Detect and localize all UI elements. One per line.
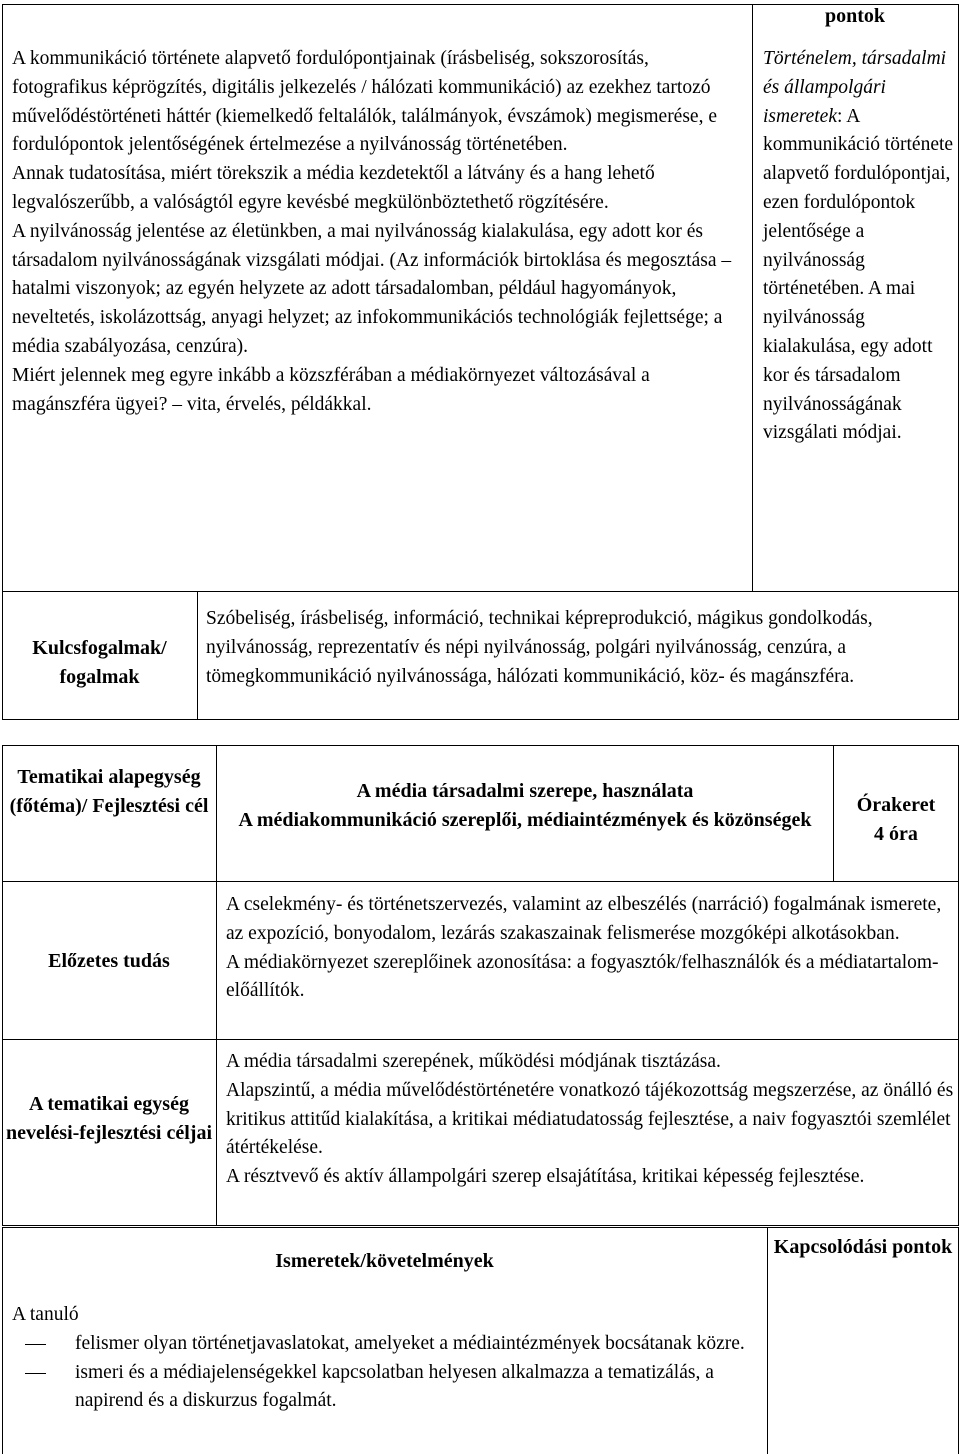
rule [2,881,959,882]
paragraph: A médiakörnyezet szereplőinek azonosítása: a fogyasztók/felhasználók és a médiatartalom-előállítók. [226,951,939,1002]
list-intro: A tanuló [12,1304,79,1325]
objectives-text [12,45,748,419]
prior-knowledge-label: Előzetes tudás [48,950,170,972]
rule [197,591,198,720]
prior-knowledge-text [226,891,954,1006]
paragraph: A kommunikáció története alapvető fordulópontjainak (írásbeliség, sokszorosítás, fotografikus képrögzítés, digitális jelkezelés / hálózati kommunikáció) az ezekhez tartozó művelődéstörténeti háttér (kiemelkedő feltalálók, találmányok, évszámok) megismerése, e fordulópontok jelentőségének értelmezése a nyilvánosság történetében. [12,48,717,156]
key-terms-text: Szóbeliség, írásbeliség, információ, technikai képreprodukció, mágikus gondolkodás, nyilvánosság, reprezentatív és népi nyilvánosság, polgári nyilvánosság, cenzúra, a tömegkommunikáció nyilvánossága, hálózati kommunikáció, köz- és magánszféra. [206,608,873,687]
unit-table [0,745,960,1230]
rule [2,1227,959,1228]
paragraph: A cselekmény- és történetszervezés, valamint az elbeszélés (narráció) fogalmának ismerete, az expozíció, bonyodalom, lezárás szakaszainak felismerése mozgóképi alkotásokban. [226,894,942,944]
requirements-header: Ismeretek/követelmények [275,1250,494,1272]
paragraph: Annak tudatosítása, miért törekszik a média kezdetektől a látvány és a hang lehető legvalószerűbb, a valóságtól egyre kevésbé megkülönböztethető rögzítésére. [12,163,655,213]
links-header: pontok [824,5,886,27]
rule [2,745,3,1226]
list-item: felismer olyan történetjavaslatokat, amelyeket a médiaintézmények bocsátanak közre. [12,1330,764,1359]
rule [2,1039,959,1040]
links-text [763,45,955,448]
rule [216,745,217,1226]
requirements-list [12,1301,764,1416]
rule [2,719,959,720]
unit-title [218,777,832,835]
paragraph: Alapszintű, a média művelődéstörténetére vonatkozó tájékozottság megszerzése, az önálló és kritikus attitűd kialakítása, a kritikai médiatudatosság fejlesztése, a naiv fogyasztói szemlélet átértékelése. [226,1079,954,1159]
time-frame-label: Órakeret [856,794,936,816]
rule [958,4,959,720]
paragraph: A média társadalmi szerepének, működési módjának tisztázása. [226,1051,721,1072]
rule [752,4,753,592]
rule [958,1227,959,1454]
subject-name: Történelem, társadalmi és állampolgári ismeretek [763,48,947,127]
links-header: Kapcsolódási pontok [773,1236,953,1258]
key-terms-label: Kulcsfogalmak/ fogalmak [32,637,167,688]
rule [2,591,959,592]
paragraph: Miért jelennek meg egyre inkább a közszférában a médiakörnyezet változásával a magánszféra ügyei? – vita, érvelés, példákkal. [12,364,650,415]
rule [958,745,959,1226]
top-table [0,0,960,722]
rule [2,745,959,746]
unit-label: Tematikai alapegység (főtéma)/ Fejlesztési cél [9,766,209,817]
unit-title-line1: A média társadalmi szerepe, használata [356,780,694,802]
goals-label: A tematikai egység nevelési-fejlesztési céljai [6,1093,213,1144]
rule [2,4,3,720]
links-description: : A kommunikáció története alapvető fordulópontjai, ezen fordulópontok jelentősége a nyilvánosság történetében. A mai nyilvánosság kialakulása, egy adott kor és társadalom nyilvánosságának vizsgálati módjai. [763,105,954,444]
time-frame-value: 4 óra [874,823,918,845]
unit-title-line2: A médiakommunikáció szereplői, médiaintézmények és közönségek [238,809,812,831]
paragraph: A résztvevő és aktív állampolgári szerep elsajátítása, kritikai képesség fejlesztése. [226,1166,865,1188]
time-frame [834,791,958,849]
list-item: ismeri és a médiajelenségekkel kapcsolatban helyesen alkalmazza a tematizálás, a napirend és a diskurzus fogalmát. [12,1359,764,1417]
goals-text [226,1048,954,1192]
requirements-table [0,1225,960,1454]
paragraph: A nyilvánosság jelentése az életünkben, a mai nyilvánosság kialakulása, egy adott kor és társadalom nyilvánosságának vizsgálati módjai. (Az információk birtoklása és megosztása – hatalmi viszonyok; az egyén helyzete az adott társadalomban, például hagyományok, neveltetés, iskolázottság, anyagi helyzet; az infokommunikációs technológiák fejlettsége; a média szabályozása, cenzúra). [12,220,732,357]
